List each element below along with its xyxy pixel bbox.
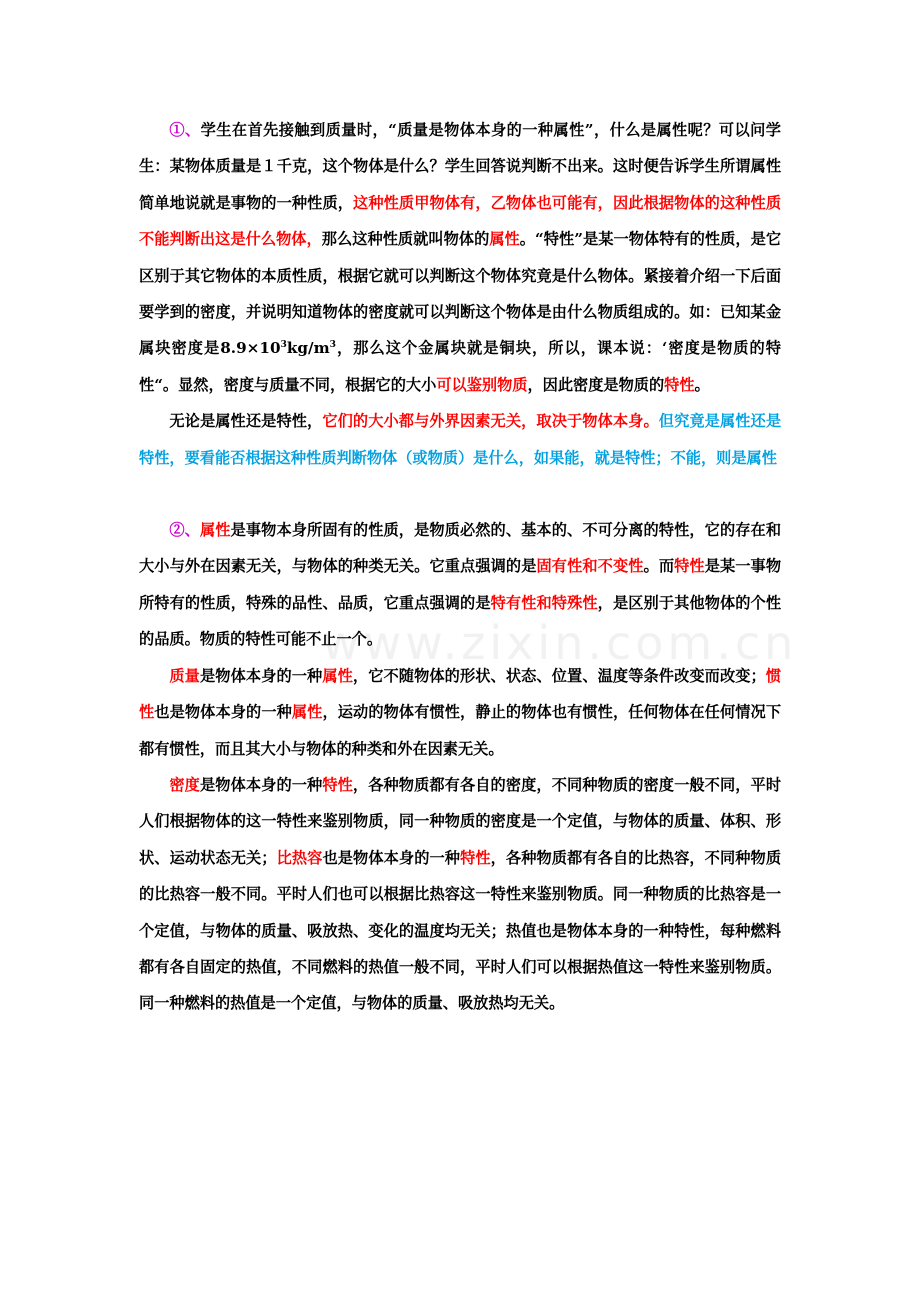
- density-value: 8.9×10: [220, 339, 281, 358]
- watermark-text: www.zixin.com.cn: [322, 616, 798, 670]
- highlight-red: 这种性质甲物体有，乙物体也可能有，因此根据物体的这种性质不能判断出这是什么物体，: [139, 193, 782, 249]
- text-run: 那么这种性质就叫物体的: [321, 230, 490, 249]
- paragraph-4: [139, 658, 781, 767]
- highlight-red: 特性: [664, 375, 695, 394]
- text-run: 是物体本身的一种: [199, 666, 323, 685]
- text-run: ，运动的物体有惯性，静止的物体也有惯性，任何物体在任何情况下都有惯性，而且其大小与物体的种类和外在因素无关。: [139, 703, 782, 758]
- highlight-red: 质量: [169, 666, 200, 685]
- text-run: ，各种物质都有各自的比热容，不同种物质的比热容一般不同。平时人们也可以根据比热容这一特性来鉴别物质。同一种物质的比热容是一个定值，与物体的质量、吸放热、变化的温度均无关；热值也是物体本身的一种特性，每种燃料都有各自固定的热值，不同燃料的热值一般不同，平时人们可以根据热值这一特性来鉴别物质。同一种燃料的热值是一个定值，与物体的质量、吸放热均无关。: [139, 848, 782, 1013]
- text-run: 。: [694, 375, 710, 394]
- paragraph-number: ①、: [169, 121, 201, 139]
- document-body: [139, 112, 781, 1022]
- text-run: ，是区别于其他物体的个性的品质。物质的特性可能不止一个。: [139, 593, 782, 649]
- highlight-red: 特有性和特殊性: [490, 593, 598, 612]
- text-run: 是某一事物所特有的性质，特殊的品性、品质，它重点强调的是: [139, 557, 782, 612]
- highlight-red: 特性: [322, 775, 353, 794]
- text-run: 是事物本身所固有的性质，是物质必然的、基本的、不可分离的特性，它的存在和大小与外在因素无关，与物体的种类无关。它重点强调的是: [139, 521, 782, 576]
- text-run: 无论是属性还是特性，: [169, 412, 323, 431]
- text-run: 也是物体本身的一种: [322, 848, 461, 867]
- text-run: 。“特性”是某一物体特有的性质，是它区别于其它物体的本质性质，根据它就可以判断这个物体究竟是什么物体。紧接着介绍一下后面要学到的密度，并说明知道物体的密度就可以判断这个物体是由什么物质组成的。如：已知某金属块密度是: [139, 230, 782, 358]
- text-run: ，那么这个金属块就是铜块，所以，课本说：‘密度是物质的特性“。显然，密度与质量不同，根据它的大小: [139, 339, 781, 394]
- text-run: 也是物体本身的一种: [154, 703, 292, 722]
- paragraph-5: [139, 767, 781, 1022]
- text-run: ，因此密度是物质的: [527, 375, 665, 394]
- text-run: ，它不随物体的形状、状态、位置、温度等条件改变而改变；: [352, 666, 766, 685]
- text-run: 。而: [643, 557, 675, 576]
- highlight-red: 它们的大小都与外界因素无关，取决于物体本身。: [322, 412, 659, 431]
- highlight-red: 可以鉴别物质: [436, 375, 528, 394]
- highlight-red: 比热容: [276, 848, 323, 867]
- text-run: 学生在首先接触到质量时，“质量是物体本身的一种属性”，什么是属性呢？可以问学生：某物体质量是１千克，这个物体是什么？学生回答说判断不出来。这时便告诉学生所谓属性简单地说就是事物的一种性质，: [139, 121, 781, 212]
- highlight-red: 属性: [322, 666, 353, 685]
- highlight-red: 惯性: [139, 666, 782, 722]
- paragraph-1: [139, 112, 781, 403]
- paragraph-2: [139, 403, 781, 476]
- text-run: ，各种物质都有各自的密度，不同种物质的密度一般不同，平时人们根据物体的这一特性来鉴别物质，同一种物质的密度是一个定值，与物体的质量、体积、形状、运动状态无关；: [139, 775, 782, 867]
- highlight-cyan: 但究竟是属性还是特性，要看能否根据这种性质判断物体（或物质）是什么，如果能，就是特性；不能，则是属性: [139, 412, 782, 467]
- highlight-red: 属性: [199, 521, 231, 540]
- paragraph-gap: [139, 476, 781, 512]
- highlight-red: 密度: [169, 775, 200, 794]
- density-unit: kg/m: [286, 339, 330, 358]
- paragraph-number: ②、: [169, 521, 200, 540]
- highlight-red: 特性: [460, 848, 491, 867]
- highlight-red: 特性: [674, 557, 705, 576]
- text-run: 是物体本身的一种: [199, 775, 323, 794]
- paragraph-3: [139, 512, 781, 658]
- highlight-red: 固有性和不变性: [536, 557, 644, 576]
- exponent: 3: [280, 339, 287, 351]
- highlight-red: 属性: [291, 703, 323, 722]
- highlight-red: 属性: [489, 230, 520, 249]
- exponent: 3: [329, 339, 336, 351]
